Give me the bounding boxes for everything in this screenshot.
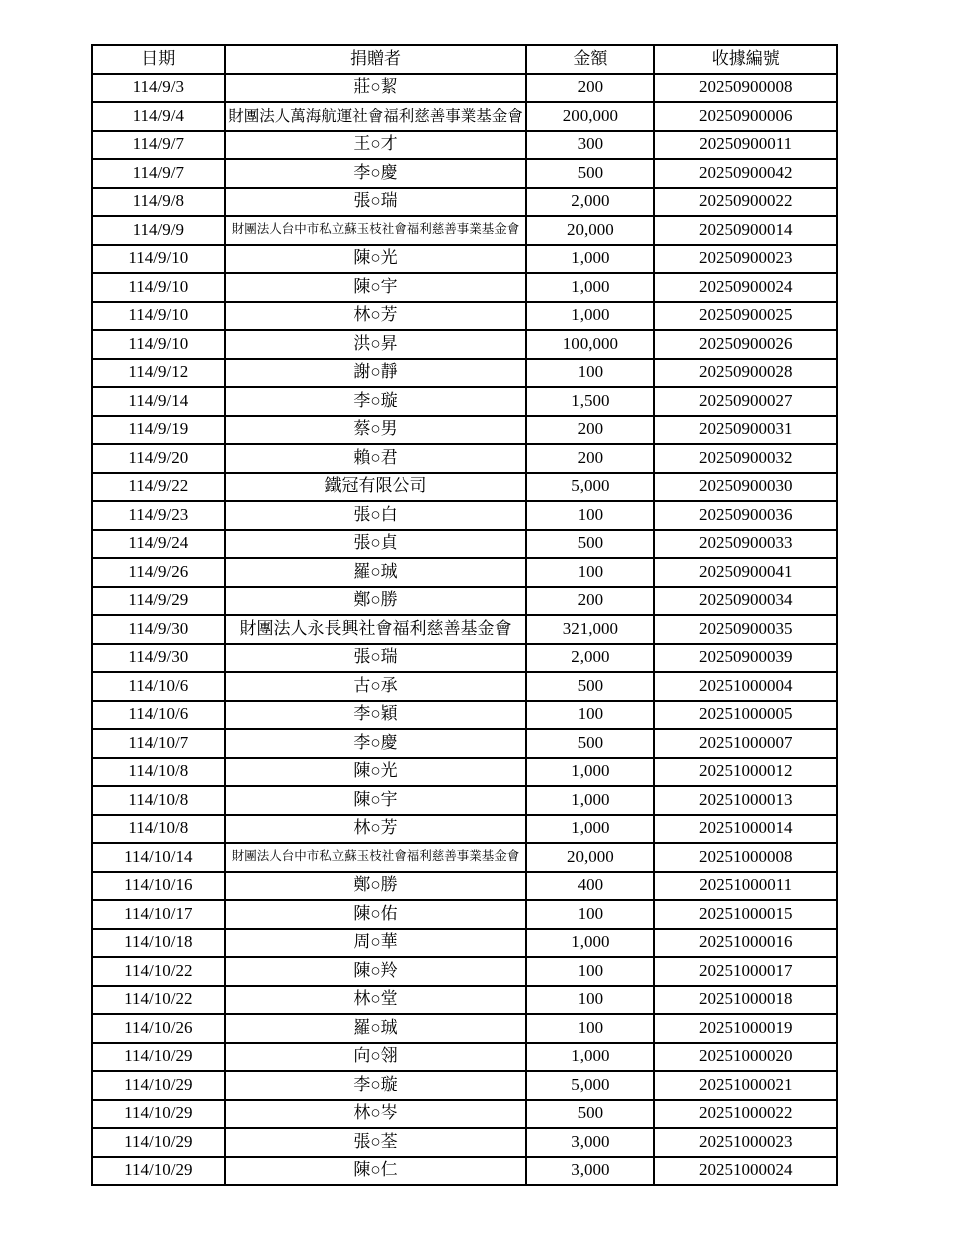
date-cell: 114/9/24 [92,530,225,559]
amount-cell: 2,000 [526,644,654,673]
receipt-cell: 20251000023 [654,1128,837,1157]
receipt-cell: 20251000004 [654,672,837,701]
donor-cell: 林○堂 [225,986,527,1015]
donor-cell: 林○芳 [225,302,527,331]
date-cell: 114/9/30 [92,644,225,673]
date-cell: 114/9/7 [92,131,225,160]
receipt-cell: 20251000014 [654,815,837,844]
donor-cell: 蔡○男 [225,416,527,445]
amount-cell: 400 [526,872,654,901]
receipt-cell: 20251000011 [654,872,837,901]
amount-cell: 1,500 [526,387,654,416]
header-receipt: 收據編號 [654,45,837,74]
date-cell: 114/10/26 [92,1014,225,1043]
date-cell: 114/10/8 [92,758,225,787]
date-cell: 114/9/29 [92,587,225,616]
date-cell: 114/9/26 [92,558,225,587]
date-cell: 114/9/10 [92,302,225,331]
receipt-cell: 20251000016 [654,929,837,958]
table-row [92,102,837,131]
receipt-cell: 20250900041 [654,558,837,587]
donor-cell: 羅○珹 [225,558,527,587]
table-row [92,530,837,559]
header-row [92,45,837,74]
donor-cell: 洪○昇 [225,330,527,359]
donor-cell: 王○才 [225,131,527,160]
donor-cell: 財團法人萬海航運社會福利慈善事業基金會 [225,102,527,131]
amount-cell: 20,000 [526,216,654,245]
receipt-cell: 20250900022 [654,188,837,217]
date-cell: 114/9/10 [92,330,225,359]
donor-cell: 謝○靜 [225,359,527,388]
date-cell: 114/9/30 [92,615,225,644]
amount-cell: 300 [526,131,654,160]
amount-cell: 100 [526,558,654,587]
table-row [92,131,837,160]
date-cell: 114/9/19 [92,416,225,445]
amount-cell: 500 [526,672,654,701]
date-cell: 114/9/10 [92,245,225,274]
date-cell: 114/10/6 [92,672,225,701]
table-row [92,786,837,815]
table-body [92,74,837,1186]
amount-cell: 500 [526,159,654,188]
table-row [92,558,837,587]
receipt-cell: 20250900033 [654,530,837,559]
date-cell: 114/10/29 [92,1128,225,1157]
amount-cell: 1,000 [526,815,654,844]
donor-cell: 張○瑞 [225,644,527,673]
receipt-cell: 20251000017 [654,957,837,986]
table-row [92,501,837,530]
amount-cell: 321,000 [526,615,654,644]
amount-cell: 100,000 [526,330,654,359]
table-row [92,74,837,103]
date-cell: 114/9/14 [92,387,225,416]
receipt-cell: 20251000019 [654,1014,837,1043]
receipt-cell: 20251000024 [654,1157,837,1186]
amount-cell: 200 [526,444,654,473]
receipt-cell: 20250900026 [654,330,837,359]
receipt-cell: 20251000018 [654,986,837,1015]
date-cell: 114/10/17 [92,900,225,929]
header-date: 日期 [92,45,225,74]
amount-cell: 500 [526,530,654,559]
header-donor: 捐贈者 [225,45,527,74]
table-row [92,615,837,644]
receipt-cell: 20250900031 [654,416,837,445]
table-row [92,701,837,730]
receipt-cell: 20250900039 [654,644,837,673]
donor-cell: 張○貞 [225,530,527,559]
date-cell: 114/9/10 [92,273,225,302]
amount-cell: 100 [526,957,654,986]
donor-cell: 陳○羚 [225,957,527,986]
donor-cell: 林○岑 [225,1100,527,1129]
donor-cell: 陳○佑 [225,900,527,929]
table-row [92,1043,837,1072]
table-row [92,1100,837,1129]
receipt-cell: 20250900025 [654,302,837,331]
receipt-cell: 20250900042 [654,159,837,188]
header-amount: 金額 [526,45,654,74]
table-row [92,359,837,388]
table-row [92,473,837,502]
date-cell: 114/9/23 [92,501,225,530]
receipt-cell: 20250900030 [654,473,837,502]
receipt-cell: 20250900011 [654,131,837,160]
date-cell: 114/9/4 [92,102,225,131]
receipt-cell: 20250900036 [654,501,837,530]
donor-cell: 賴○君 [225,444,527,473]
table-row [92,387,837,416]
receipt-cell: 20251000008 [654,843,837,872]
table-row [92,1128,837,1157]
receipt-cell: 20250900034 [654,587,837,616]
amount-cell: 1,000 [526,929,654,958]
table-row [92,843,837,872]
amount-cell: 3,000 [526,1157,654,1186]
table-row [92,245,837,274]
table-row [92,672,837,701]
table-row [92,1014,837,1043]
amount-cell: 1,000 [526,273,654,302]
table-row [92,929,837,958]
table-row [92,815,837,844]
date-cell: 114/9/20 [92,444,225,473]
date-cell: 114/10/18 [92,929,225,958]
amount-cell: 200 [526,74,654,103]
receipt-cell: 20250900028 [654,359,837,388]
receipt-cell: 20250900035 [654,615,837,644]
date-cell: 114/10/8 [92,815,225,844]
amount-cell: 2,000 [526,188,654,217]
donor-cell: 張○白 [225,501,527,530]
table-row [92,444,837,473]
amount-cell: 100 [526,900,654,929]
date-cell: 114/10/29 [92,1100,225,1129]
date-cell: 114/10/7 [92,729,225,758]
donor-cell: 鄭○勝 [225,587,527,616]
donor-cell: 陳○光 [225,758,527,787]
donor-cell: 羅○珹 [225,1014,527,1043]
donor-cell: 財團法人台中市私立蘇玉枝社會福利慈善事業基金會 [225,216,527,245]
receipt-cell: 20251000012 [654,758,837,787]
table-row [92,729,837,758]
table-row [92,957,837,986]
donor-cell: 李○璇 [225,1071,527,1100]
date-cell: 114/10/22 [92,957,225,986]
table-row [92,644,837,673]
amount-cell: 100 [526,701,654,730]
date-cell: 114/10/29 [92,1043,225,1072]
table-row [92,986,837,1015]
amount-cell: 1,000 [526,302,654,331]
date-cell: 114/9/12 [92,359,225,388]
donor-cell: 鄭○勝 [225,872,527,901]
donor-cell: 古○承 [225,672,527,701]
table-row [92,273,837,302]
receipt-cell: 20250900008 [654,74,837,103]
donor-cell: 林○芳 [225,815,527,844]
amount-cell: 100 [526,359,654,388]
receipt-cell: 20251000013 [654,786,837,815]
date-cell: 114/9/7 [92,159,225,188]
date-cell: 114/10/16 [92,872,225,901]
amount-cell: 1,000 [526,786,654,815]
donor-cell: 向○翎 [225,1043,527,1072]
receipt-cell: 20250900024 [654,273,837,302]
amount-cell: 200 [526,587,654,616]
receipt-cell: 20251000022 [654,1100,837,1129]
donor-cell: 莊○絜 [225,74,527,103]
receipt-cell: 20251000015 [654,900,837,929]
table-row [92,330,837,359]
table-row [92,758,837,787]
donor-cell: 陳○光 [225,245,527,274]
date-cell: 114/10/22 [92,986,225,1015]
receipt-cell: 20250900032 [654,444,837,473]
receipt-cell: 20250900027 [654,387,837,416]
amount-cell: 20,000 [526,843,654,872]
table-row [92,302,837,331]
receipt-cell: 20251000021 [654,1071,837,1100]
date-cell: 114/9/8 [92,188,225,217]
amount-cell: 5,000 [526,1071,654,1100]
amount-cell: 100 [526,986,654,1015]
amount-cell: 1,000 [526,245,654,274]
amount-cell: 500 [526,729,654,758]
receipt-cell: 20251000007 [654,729,837,758]
amount-cell: 3,000 [526,1128,654,1157]
table-row [92,900,837,929]
receipt-cell: 20250900006 [654,102,837,131]
amount-cell: 200 [526,416,654,445]
donor-cell: 鐵冠有限公司 [225,473,527,502]
receipt-cell: 20251000020 [654,1043,837,1072]
amount-cell: 100 [526,1014,654,1043]
date-cell: 114/10/14 [92,843,225,872]
donor-cell: 陳○仁 [225,1157,527,1186]
date-cell: 114/10/29 [92,1157,225,1186]
date-cell: 114/10/6 [92,701,225,730]
donor-cell: 李○璇 [225,387,527,416]
date-cell: 114/9/9 [92,216,225,245]
donor-cell: 李○穎 [225,701,527,730]
donor-cell: 李○慶 [225,159,527,188]
table-row [92,216,837,245]
amount-cell: 5,000 [526,473,654,502]
receipt-cell: 20251000005 [654,701,837,730]
donor-cell: 張○荃 [225,1128,527,1157]
donation-records-table [91,44,838,1186]
donor-cell: 財團法人台中市私立蘇玉枝社會福利慈善事業基金會 [225,843,527,872]
amount-cell: 500 [526,1100,654,1129]
amount-cell: 1,000 [526,1043,654,1072]
date-cell: 114/9/3 [92,74,225,103]
receipt-cell: 20250900023 [654,245,837,274]
amount-cell: 200,000 [526,102,654,131]
date-cell: 114/10/29 [92,1071,225,1100]
donor-cell: 李○慶 [225,729,527,758]
date-cell: 114/9/22 [92,473,225,502]
table-row [92,416,837,445]
date-cell: 114/10/8 [92,786,225,815]
donor-cell: 周○華 [225,929,527,958]
amount-cell: 100 [526,501,654,530]
table-row [92,188,837,217]
table-row [92,1157,837,1186]
table-row [92,1071,837,1100]
table-row [92,159,837,188]
donor-cell: 陳○宇 [225,273,527,302]
donor-cell: 財團法人永長興社會福利慈善基金會 [225,615,527,644]
table-row [92,587,837,616]
donor-cell: 陳○宇 [225,786,527,815]
amount-cell: 1,000 [526,758,654,787]
table-row [92,872,837,901]
donor-cell: 張○瑞 [225,188,527,217]
receipt-cell: 20250900014 [654,216,837,245]
